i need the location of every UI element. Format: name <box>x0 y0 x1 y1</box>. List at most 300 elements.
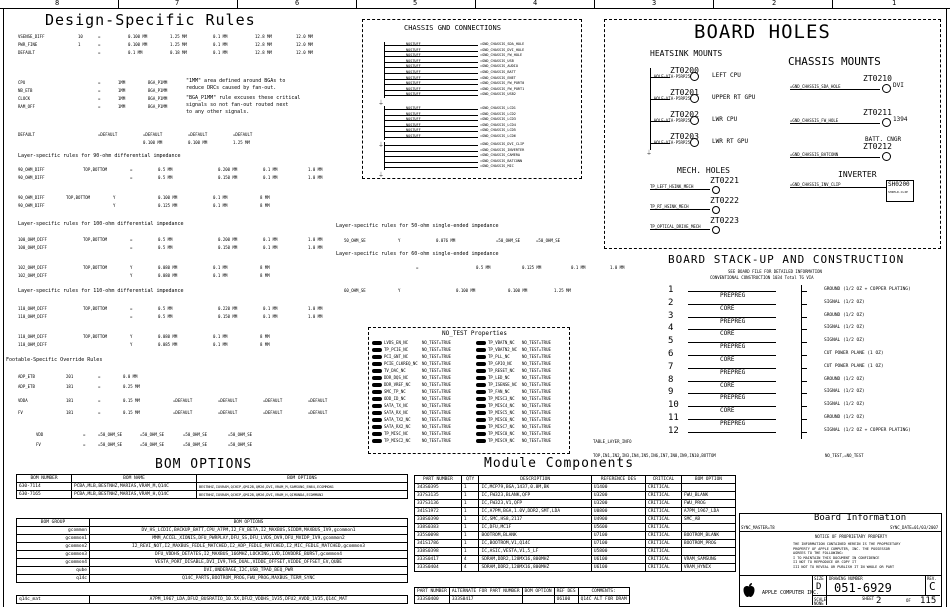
layer-tick <box>801 291 807 292</box>
design-rules-section <box>18 34 358 58</box>
nc-name: TP_MISC5_NC <box>488 410 515 415</box>
net-line <box>650 143 670 144</box>
hole-icon <box>690 94 699 103</box>
section-50-ohm: Layer-specific rules for 50-ohm single-ended impedance <box>336 223 499 229</box>
net-line <box>650 77 670 78</box>
ruler-label: 8 <box>55 0 60 7</box>
net-line <box>384 156 478 157</box>
net-line <box>790 157 880 158</box>
section-override: Footable-Specific Override Rules <box>6 357 103 363</box>
nc-value: NO_TEST=TRUE <box>422 403 451 408</box>
inverter-ref: SH0200 <box>888 181 910 188</box>
sheet-number: 2 <box>876 596 882 606</box>
layer-tick <box>801 432 807 433</box>
table-row: gcommon1 MMM_ACCEL_XIONIS,DFU_PWRPLAY,DFU_SS,DFU_LVDS_DV9,DFU_MVIDP_IV9,gcommon2 <box>17 535 408 543</box>
nc-marker-icon <box>372 383 382 387</box>
nc-value: NO_TEST=TRUE <box>422 438 451 443</box>
net-line <box>384 73 478 74</box>
nostuff-tag: NOSTUFF <box>406 122 421 127</box>
bom-header: BOM NAME <box>72 475 197 483</box>
net-line <box>650 229 710 230</box>
company-name: APPLE COMPUTER INC. <box>762 590 820 596</box>
rule-row: VSENSE_DIFF 10 = 0.100 MM 1.25 MM 0.1 MM 12.8 MM 12.0 MM <box>18 34 313 39</box>
ground-icon: ⏚ <box>646 150 653 157</box>
ruler-label: 2 <box>772 0 777 7</box>
net-line <box>384 90 478 91</box>
rule-row: DEFAULT = 0.1 MM 0.18 MM 0.1 MM 12.8 MM 12.0 MM <box>18 50 313 55</box>
nc-marker-icon <box>476 383 486 387</box>
hole-icon <box>712 206 720 214</box>
rules-60-b: 60_OHM_SE Y 0.100 MM 0.100 MM 1.25 MM <box>344 288 571 293</box>
net-line <box>790 187 886 188</box>
nc-name: DDR_VREF_NC <box>384 382 411 387</box>
layer-number: 1 <box>668 285 674 295</box>
net-line <box>384 45 478 46</box>
net-line <box>384 162 478 163</box>
drawing-number: 051-6929 <box>834 581 892 595</box>
divider <box>925 575 926 595</box>
net-label: =GND_CHASSIS_SDA_HOLE <box>790 84 841 89</box>
net-label: =GND_CHASSIS_LCD2 <box>480 111 516 116</box>
of-label: OF <box>906 598 911 603</box>
nc-name: DDR_DQS_NC <box>384 375 409 380</box>
nc-name: TP_GPIO_NC <box>488 361 513 366</box>
notice-text: THE INFORMATION CONTAINED HEREIN IS THE PROPRIETARY PROPERTY OF APPLE COMPUTER, INC. THE POSSESSOR AGREES TO THE FOLLOWING: I TO MAINTAIN THIS DOCUMENT IN CONFIDENCE II NOT TO REPRODUCE OR COPY IT III NOT TO REVEAL OR PUBLISH IT IN WHOLE OR PART <box>793 542 901 569</box>
hole-icon <box>690 116 699 125</box>
heatsink-title: HEATSINK MOUNTS <box>650 49 723 58</box>
net-line <box>650 189 710 190</box>
no-test-list <box>372 340 566 450</box>
nostuff-tag: NOSTUFF <box>406 92 421 97</box>
table-row: q14c Q14C_PARTS,BOOTROM_PROG,FWU_PROG,MAXBUS_TERM_SYNC <box>17 575 408 583</box>
section-110-ohm: Layer-specific rules for 110-ohm differential impedance <box>18 288 184 294</box>
layer-desc: GROUND (1/2 OZ + COPPER PLATING) <box>824 287 911 292</box>
nc-marker-icon <box>372 369 382 373</box>
mc-header: DESCRIPTION <box>479 476 591 484</box>
nc-marker-icon <box>476 362 486 366</box>
net-label: =GND_CHASSIS_CAMERA <box>480 153 521 158</box>
stackup-subtitle: SEE BOARD FILE FOR DETAILED INFORMATION <box>728 269 822 274</box>
net-line <box>384 79 478 80</box>
nc-value: NO_TEST=TRUE <box>522 431 551 436</box>
nc-marker-icon <box>476 439 486 443</box>
bom-header: BOM GROUP <box>17 519 90 527</box>
net-label: =GND_CHASSIS_INV_CLIP <box>790 182 841 187</box>
table-row: 338S0398 1 IC,ASIC,VESTA,V1,5_LF U5800 CRITICAL <box>415 548 736 556</box>
hole-ref: ZT0223 <box>710 216 739 225</box>
nc-value: NO_TEST=TRUE <box>422 389 451 394</box>
bom-numbers-table <box>16 474 408 499</box>
stackup-title: BOARD STACK-UP AND CONSTRUCTION <box>668 253 905 266</box>
nc-value: NO_TEST=TRUE <box>422 368 451 373</box>
mc-header: PART NUMBER <box>415 476 462 484</box>
nc-value: NO_TEST=TRUE <box>422 431 451 436</box>
table-row: 341S1786 1 IC,BOOTROM,V1,Q14C U7100 CRITICAL BOOTROM_PROG <box>415 540 736 548</box>
rules-100: 100_OHM_DIFF TOP,BOTTOM = 0.5 MM 0.200 MM 0.1 MM 1.0 MM 100_OHM_DIFF = 0.5 MM 0.150 MM 0.1 MM 1.0 MM 102_OHM_DIFF TOP,BOTTOM Y 0.080 MM 0.1 MM 8 MM 102_OHM_DIFF Y 0.080 MM 0.1 MM 8 MM <box>18 237 323 278</box>
nc-name: TP_MISC_NC <box>384 431 409 436</box>
chassis-mounts-title: CHASSIS MOUNTS <box>788 55 881 68</box>
table-row: 337S3135 1 IC,FW323,BLANK,QFP U3200 CRITICAL FWU_BLANK <box>415 492 736 500</box>
nc-value: NO_TEST=TRUE <box>522 347 551 352</box>
net-label: =GND_CHASSIS_BATCONN <box>790 152 839 157</box>
net-label: =GND_CHASSIS_LCD4 <box>480 122 516 127</box>
rule-row: NB_ETB = 1MM BGA_P1MM <box>18 88 168 93</box>
hole-icon <box>712 226 720 234</box>
layer-desc: SIGNAL (1/2 OZ) <box>824 325 865 331</box>
layer-number: 3 <box>668 310 674 321</box>
nc-value: NO_TEST=TRUE <box>522 340 551 345</box>
nostuff-tag: NOSTUFF <box>406 53 421 58</box>
rules-override: ADP_ETB 201 = 0.0 MM ADP_ETB 181 = 0.25 MM VDDA 181 = 0.15 MM =DEFAULT =DEFAULT =DEFAULT =DEFAULT FV 181 = 0.15 MM =DEFAULT =DEFAULT =DEFAULT =DEFAULT VDD = =50_OHM_SE =50_OHM_SE =50_OHM_SE =50_OHM_SE FV = =50_OHM_SE =50_OHM_SE =50_OHM_SE =50_OHM_SE <box>18 374 328 447</box>
nostuff-tag: NOSTUFF <box>406 75 421 80</box>
net-label: =GND_CHASSIS_LCD5 <box>480 128 516 133</box>
table-row: 338S0390 1 IC,SMC,HS8,2117 U4900 CRITICAL SMC_AB <box>415 516 736 524</box>
bom-groups-table <box>16 518 408 583</box>
nc-name: PCI_GNT_NC <box>384 354 409 359</box>
nc-value: NO_TEST=TRUE <box>522 396 551 401</box>
mc-header: QTY <box>461 476 479 484</box>
hole-ref: ZT0210 <box>863 74 892 83</box>
layer-material: PREPREG <box>720 368 746 376</box>
module-alt-table: PART NUMBER ALTERNATE FOR PART NUMBER BOM OPTION REF DES COMMENTS: 333S0400 333S0417 U6100 Q14C ALT FOR DRAM <box>414 587 630 604</box>
stackup-layer-list: TOP,IN1,IN2,IN3,IN4,IN5,IN6,IN7,IN8,IN9,IN10,BOTTOM <box>593 453 716 458</box>
net-line <box>384 131 478 132</box>
bus-line <box>384 106 385 140</box>
net-label: =GND_CHASSIS_FW_PORT0 <box>480 81 525 86</box>
nc-value: NO_TEST=TRUE <box>522 410 551 415</box>
module-components-table <box>414 475 736 572</box>
net-line <box>790 89 880 90</box>
net-line <box>384 137 478 138</box>
nc-name: PCIE_CLKREQ_NC <box>384 361 418 366</box>
no-test-title: NO_TEST Properties <box>442 330 508 337</box>
ruler-label: 3 <box>652 0 657 7</box>
bom-mat-table <box>16 595 408 604</box>
nc-name: TP_MISC6_NC <box>488 417 515 422</box>
nc-value: NO_TEST=TRUE <box>522 361 551 366</box>
size-label: SIZE <box>814 576 824 581</box>
nc-marker-icon <box>476 390 486 394</box>
nc-value: NO_TEST=TRUE <box>522 368 551 373</box>
nc-marker-icon <box>476 397 486 401</box>
sheet-total: 115 <box>920 596 937 606</box>
hole-ref: ZT0212 <box>863 142 892 151</box>
layer-number: 8 <box>668 374 674 385</box>
nc-name: TP_MISC7_NC <box>488 424 515 429</box>
nostuff-tag: NOSTUFF <box>406 86 421 91</box>
nc-name: LVDS_EN_NC <box>384 340 409 345</box>
nostuff-tag: NOSTUFF <box>406 64 421 69</box>
sync-master: SYNC_MASTER=T8 <box>741 525 775 530</box>
table-row: 333S0417 4 SDRAM,DDR2,128MX16,800MHZ U6100 CRITICAL VRAM_SAMSUNG <box>415 556 736 564</box>
drawing-label: DRAWING NUMBER <box>829 576 863 581</box>
nc-name: TP_MISC4_NC <box>488 403 515 408</box>
nc-marker-icon <box>476 418 486 422</box>
net-line <box>384 167 478 168</box>
hole-ref: ZT0200 <box>670 66 699 75</box>
notice-title: NOTICE OF PROPRIETARY PROPERTY <box>815 534 888 539</box>
layer-material: CORE <box>720 356 735 363</box>
rule-row: CPU = 1MM BGA_P1MM <box>18 80 168 85</box>
hole-label: LWR RT GPU <box>712 138 749 145</box>
net-line <box>384 109 478 110</box>
net-label: =GND_CHASSIS_ENET <box>480 75 516 80</box>
board-info-title: Board Information <box>814 513 907 523</box>
bom-header: BOM NUMBER <box>17 475 72 483</box>
layer-material: PREPREG <box>720 343 746 351</box>
nc-value: NO_TEST=TRUE <box>522 382 551 387</box>
table-row: 338S0383 1 IC,DFU,MC1F U5600 CRITICAL <box>415 524 736 532</box>
hole-icon <box>882 118 891 127</box>
nc-value: NO_TEST=TRUE <box>422 375 451 380</box>
hole-label: UPPER RT GPU <box>712 94 756 101</box>
nc-name: TP_ISENSE_NC <box>488 382 517 387</box>
nc-name: TP_VBATN2_NC <box>488 347 517 352</box>
nostuff-tag: NOSTUFF <box>406 70 421 74</box>
hole-icon <box>690 138 699 147</box>
table-row: gcommon2 I2_REVI_NOT,I2_MAXBUS_FEDLE_MATCHED,I2_ADP_FEDLE_MATCHED,I2_MIC_FEDLE_MATCHED,gcommon3 <box>17 543 408 551</box>
board-holes-schematic <box>646 62 940 242</box>
layer-tick <box>801 342 807 343</box>
layer-desc: GROUND (1/2 OZ) <box>824 312 865 318</box>
sync-date: SYNC_DATE=01/03/2007 <box>890 525 939 530</box>
table-row: 333S0404 4 SDRAM,DDR2,128MX16,800MHZ U6100 CRITICAL VRAM_HYNIX <box>415 564 736 572</box>
nc-marker-icon <box>476 404 486 408</box>
hole-ref: ZT0221 <box>710 176 739 185</box>
mc-header: CRITICAL <box>645 476 681 484</box>
scale-value: NONE <box>814 601 824 606</box>
nc-marker-icon <box>372 418 382 422</box>
mc-header: REFERENCE DES <box>591 476 645 484</box>
rules-60-a: = 0.5 MM 0.125 MM 0.1 MM 1.0 MM <box>416 265 625 270</box>
net-label: =GND_CHASSIS_AUDIO <box>480 64 518 69</box>
nc-name: TV_DAC_NC <box>384 368 406 373</box>
layer-material: CORE <box>720 381 735 389</box>
nc-name: TP_MISC3_NC <box>488 396 515 401</box>
net-label: =GND_CHASSIS_USB <box>480 58 514 63</box>
hole-label: LEFT CPU <box>712 72 741 79</box>
nc-marker-icon <box>476 369 486 373</box>
layer-tick <box>801 393 807 394</box>
nc-value: NO_TEST=TRUE <box>422 361 451 366</box>
hole-label: LWR CPU <box>712 116 738 123</box>
net-line <box>650 121 670 122</box>
rule-row: PWR_FINE 1 = 0.100 MM 1.25 MM 0.1 MM 12.8 MM 12.0 MM <box>18 42 313 47</box>
net-line <box>650 99 670 100</box>
layer-material: CORE <box>720 330 735 338</box>
table-row: q14c_mat A7PM_1967_LDA,DFU2_BUSRATIO_10.5X,DFU2_VDDHS_1V35,DFU2_AVDD_1V35,Q14C_MAT <box>17 596 408 604</box>
bom-options-title: BOM OPTIONS <box>155 457 253 472</box>
rules-50: 50_OHM_SE Y 0.076 MM =50_OHM_SE =50_OHM_SE <box>344 238 561 243</box>
net-label: TP_LEFT_HSINK_MECH <box>650 184 694 189</box>
net-line <box>384 145 478 146</box>
sheet-label: SHEET <box>862 596 875 601</box>
inverter-desc: SHIELD-CLIP <box>888 190 908 194</box>
table-row: 337S3136 1 IC,FW323,V1,QFP U3200 CRITICAL FWU_PROG <box>415 500 736 508</box>
nc-value: NO_TEST=TRUE <box>522 354 551 359</box>
net-label: =GND_CHASSIS_LCD6 <box>480 134 516 138</box>
nc-name: ODD_ID_NC <box>384 396 406 401</box>
layer-desc: SIGNAL (1/2 OZ) <box>824 389 865 395</box>
nc-value: NO_TEST=TRUE <box>522 389 551 394</box>
net-label: =GND_CHASSIS_BATT <box>480 70 516 74</box>
nc-value: NO_TEST=TRUE <box>422 410 451 415</box>
board-holes-title: BOARD HOLES <box>694 21 831 43</box>
nostuff-tag: NOSTUFF <box>406 81 421 86</box>
net-line <box>384 126 478 127</box>
layer-desc: SIGNAL (1/2 OZ) <box>824 338 865 344</box>
nc-value: NO_TEST=TRUE <box>422 424 451 429</box>
table-row: 333S0400 333S0417 U6100 Q14C ALT FOR DRAM <box>415 596 630 604</box>
section-100-ohm: Layer-specific rules for 100-ohm differential impedance <box>18 221 184 227</box>
nc-name: SATA_TX2_NC <box>384 417 411 422</box>
nc-marker-icon <box>372 404 382 408</box>
module-components-title: Module Components <box>484 456 635 471</box>
default-rule: DEFAULT =DEFAULT =DEFAULT =DEFAULT =DEFAULT 0.100 MM 0.100 MM 1.25 MM <box>18 132 253 145</box>
hole-label: BATT. CNGR <box>865 136 902 143</box>
stackup-diagram <box>664 285 944 440</box>
net-line <box>384 115 478 116</box>
hole-ref: ZT0201 <box>670 88 699 97</box>
scale-label: SCALE <box>814 597 827 602</box>
nostuff-tag: NOSTUFF <box>406 111 421 116</box>
layer-tick <box>801 355 807 356</box>
nc-marker-icon <box>476 376 486 380</box>
net-label: =GND_CHASSIS_DVI_HOLE <box>480 47 525 52</box>
layer-number: 6 <box>668 349 674 359</box>
layer-tick <box>801 419 807 420</box>
stackup-no-test: NO_TEST,=NO_TEST <box>825 453 864 458</box>
hole-icon <box>712 186 720 194</box>
left-border <box>0 8 4 607</box>
nc-value: NO_TEST=TRUE <box>522 424 551 429</box>
hole-icon <box>882 84 891 93</box>
nc-name: TP_RESET_NC <box>488 368 515 373</box>
nc-marker-icon <box>372 355 382 359</box>
net-line <box>790 123 880 124</box>
net-line <box>384 62 478 63</box>
layer-number: 4 <box>668 323 674 334</box>
net-label: =GND_CHASSIS_LCD3 <box>480 117 516 122</box>
net-label: TP_OPTICAL_DRIVE_MECH <box>650 224 701 229</box>
net-label: =GND_CHASSIS_INVERTER <box>480 147 525 152</box>
nc-name: TP_LED_NC <box>488 375 510 380</box>
hole-desc: HOLE-VIA-P5RP25 <box>654 96 691 101</box>
layer-material: PREPREG <box>720 420 746 427</box>
layer-number: 9 <box>668 387 674 398</box>
net-label: =GND_CHASSIS_FW_PORT1 <box>480 86 525 91</box>
nc-value: NO_TEST=TRUE <box>422 417 451 422</box>
net-label: =GND_CHASSIS_MIC <box>480 164 514 169</box>
rules-90: 90_OHM_DIFF TOP,BOTTOM = 0.5 MM 0.200 MM 0.1 MM 1.0 MM 90_OHM_DIFF = 0.5 MM 0.150 MM 0.1 MM 1.0 MM 90_OHM_DIFF TOP,BOTTOM Y 0.100 MM 0.1 MM 8 MM 90_OHM_DIFF Y 0.125 MM 0.1 MM 8 MM <box>18 167 323 208</box>
nc-name: SATA_TX_NC <box>384 403 409 408</box>
size-value: D <box>816 582 822 592</box>
nc-name: TP_FAN_NC <box>488 389 510 394</box>
table-row: qube DVI,UNDERAGE_I2C,USB_TPAD_BEQ_PWR <box>17 567 408 575</box>
layer-material: CORE <box>720 304 735 312</box>
net-line <box>384 67 478 68</box>
section-60-ohm: Layer-specific rules for 60-ohm single-ended impedance <box>336 251 499 257</box>
table-row: 341S1972 1 IC,A7PM,BGA,1.0V,DDR2,SMT,LDA U0800 CRITICAL A7PM_1967_LDA <box>415 508 736 516</box>
nc-marker-icon <box>372 348 382 352</box>
nc-marker-icon <box>372 376 382 380</box>
stackup-layer-note: TABLE_LAYER_INFO <box>593 439 632 444</box>
layer-line <box>688 432 776 433</box>
bga-notes: "1MM" area defined around BGAs to reduce DRCs caused by fan-out. "BGA_P1MM" rule excuses these critical signals so not fan-out routed next to any other signals. <box>186 78 301 115</box>
chassis-gnd-title: CHASSIS GND CONNECTIONS <box>404 24 501 32</box>
chassis-gnd-schematic <box>370 38 575 179</box>
apple-logo-icon <box>742 582 756 598</box>
bus-line <box>650 68 651 150</box>
nc-marker-icon <box>476 341 486 345</box>
layer-desc: SIGNAL (1/2 OZ) <box>824 299 865 305</box>
layer-desc: CUT POWER PLANE (1 OZ) <box>824 351 884 356</box>
nostuff-tag: NOSTUFF <box>406 128 421 133</box>
rule-row: RAM_OFF = 1MM BGA_P1MM <box>18 104 168 109</box>
nc-marker-icon <box>476 425 486 429</box>
nc-value: NO_TEST=TRUE <box>422 340 451 345</box>
ruler-label: 5 <box>413 0 418 7</box>
table-row: gcommon3 DFU_VDDHS_DETATES,I2_MAXBUS_166MHZ,LOCKING,LVD,IOVDDRE_BURST,gcommon4 <box>17 551 408 559</box>
nostuff-tag: NOSTUFF <box>406 106 421 110</box>
inverter-title: INVERTER <box>838 170 877 179</box>
bga-rules <box>18 80 178 112</box>
nc-name: TP_VBATN_NC <box>488 340 515 345</box>
nc-marker-icon <box>372 432 382 436</box>
layer-tick <box>801 368 807 369</box>
divider <box>812 575 813 605</box>
nc-value: NO_TEST=TRUE <box>522 403 551 408</box>
layer-number: 11 <box>668 413 679 423</box>
layer-material: PREPREG <box>720 292 746 299</box>
net-label: =GND_CHASSIS_BATCONN <box>480 158 523 163</box>
hole-icon <box>690 72 699 81</box>
bom-header: BOM OPTIONS <box>90 519 408 527</box>
net-line <box>650 209 710 210</box>
nc-value: NO_TEST=TRUE <box>422 347 451 352</box>
hole-desc: HOLE-VIA-P5RP25 <box>654 74 691 79</box>
nc-value: NO_TEST=TRUE <box>422 354 451 359</box>
hole-label: 1394 <box>893 116 908 123</box>
layer-tick <box>801 381 807 382</box>
nc-marker-icon <box>372 411 382 415</box>
net-line <box>384 56 478 57</box>
nc-marker-icon <box>476 432 486 436</box>
nc-marker-icon <box>372 341 382 345</box>
hole-ref: ZT0202 <box>670 110 699 119</box>
stack-divider <box>801 285 802 439</box>
table-row: 630-7114 PCBA,MLB,BESTNHZ,MARIAS,VRAM_M,Q14C BESTNHZ,IOVRAM,QCHIP,QM12B,QM26,DVI,VRAM_M,SAMSUNG_EN64,ECOMMON1 <box>17 483 408 491</box>
net-line <box>384 120 478 121</box>
layer-desc: SIGNAL (1/2 OZ + COPPER PLATING) <box>824 427 911 433</box>
net-label: =GND_CHASSIS_DVI_CLIP <box>480 142 525 146</box>
layer-desc: SIGNAL (1/2 OZ) <box>824 402 865 408</box>
layer-number: 2 <box>668 297 674 308</box>
nc-value: NO_TEST=TRUE <box>422 382 451 387</box>
layer-desc: GROUND (1/2 OZ) <box>824 415 865 420</box>
nc-marker-icon <box>372 362 382 366</box>
layer-tick <box>801 317 807 318</box>
ground-icon: ⏚ <box>378 100 385 107</box>
rev-label: REV. <box>927 576 937 581</box>
nc-name: SMC_TP_NC <box>384 389 406 394</box>
nc-name: TP_MISC9_NC <box>488 438 515 443</box>
nc-marker-icon <box>372 425 382 429</box>
layer-tick <box>801 406 807 407</box>
table-row: gcommon DV_HS_LCDIC,BACKUP_BATT,CPU_A7PM,I2_FV_BETA,I2_MAXBUS,SIDDM,MAXBUS_IV9,gcommon1 <box>17 527 408 535</box>
nostuff-tag: NOSTUFF <box>406 134 421 138</box>
nc-marker-icon <box>476 348 486 352</box>
